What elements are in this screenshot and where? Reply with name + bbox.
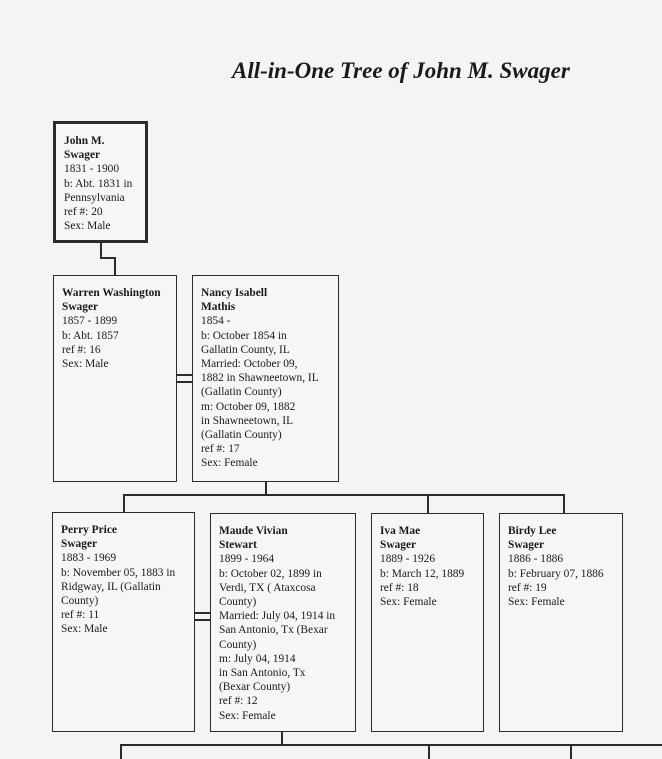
person-ref: ref #: 16 [62, 343, 101, 356]
connector-john-down [100, 242, 102, 258]
connector-grandchild-3 [570, 744, 572, 759]
person-marriage: m: October 09, 1882 in Shawneetown, IL (Gallatin County) [201, 400, 296, 442]
person-dates: 1857 - 1899 [62, 315, 118, 328]
person-sex: Sex: Female [219, 709, 276, 722]
person-dates: 1886 - 1886 [508, 553, 564, 566]
person-name: Perry Price Swager [61, 524, 117, 551]
person-ref: ref #: 17 [201, 443, 240, 456]
person-sex: Sex: Female [508, 596, 565, 609]
perry-marriage-line-top [194, 612, 211, 614]
person-sex: Sex: Male [62, 358, 109, 371]
person-dates: 1854 - [201, 315, 231, 328]
person-married: Married: July 04, 1914 in San Antonio, Tx (Bexar County) [219, 610, 336, 651]
person-birth: b: November 05, 1883 in Ridgway, IL (Gallatin County) [61, 566, 176, 608]
person-name: Nancy Isabell Mathis [201, 287, 268, 314]
person-ref: ref #: 19 [508, 581, 547, 594]
person-birth: b: February 07, 1886 [508, 567, 604, 580]
person-sex: Sex: Female [380, 596, 437, 609]
person-name: Warren Washington Swager [62, 287, 161, 314]
person-ref: ref #: 18 [380, 581, 419, 594]
connector-couple-down [265, 481, 267, 495]
person-birth: b: Abt. 1857 [62, 329, 119, 342]
person-birth: b: Abt. 1831 in Pennsylvania [64, 177, 133, 204]
person-box-maude-stewart[interactable] [210, 513, 356, 732]
marriage-line-top [176, 374, 193, 376]
person-birth: b: October 1854 in Gallatin County, IL [201, 329, 290, 356]
person-name: Birdy Lee Swager [508, 525, 557, 552]
person-box-birdy-swager[interactable] [499, 513, 623, 732]
person-ref: ref #: 20 [64, 206, 103, 219]
person-box-iva-swager[interactable] [371, 513, 484, 732]
person-sex: Sex: Female [201, 457, 258, 470]
person-dates: 1899 - 1964 [219, 553, 275, 566]
person-dates: 1831 - 1900 [64, 163, 120, 176]
connector-to-birdy [563, 494, 565, 513]
person-box-nancy-mathis[interactable] [192, 275, 339, 482]
children-bar [123, 494, 564, 496]
person-ref: ref #: 12 [219, 695, 258, 708]
connector-john-step [100, 257, 115, 259]
person-birth: b: March 12, 1889 [380, 567, 465, 580]
grandchildren-bar [120, 744, 662, 746]
connector-perry-couple-down [281, 731, 283, 745]
connector-grandchild-2 [428, 744, 430, 759]
page-title: All-in-One Tree of John M. Swager [232, 58, 570, 83]
connector-to-iva [427, 494, 429, 513]
person-box-john-swager[interactable] [53, 121, 148, 243]
person-marriage: m: July 04, 1914 in San Antonio, Tx (Bexar County) [219, 652, 306, 694]
person-birth: b: October 02, 1899 in Verdi, TX ( Ataxcosa County) [219, 567, 322, 609]
person-box-warren-swager[interactable] [53, 275, 177, 482]
person-box-perry-swager[interactable] [52, 512, 195, 732]
marriage-line-bottom [176, 381, 193, 383]
perry-marriage-line-bottom [194, 619, 211, 621]
person-sex: Sex: Male [64, 220, 111, 233]
person-married: Married: October 09, 1882 in Shawneetown, IL (Gallatin County) [201, 358, 319, 399]
person-name: John M. Swager [64, 135, 105, 162]
person-name: Iva Mae Swager [380, 525, 421, 552]
connector-to-perry [123, 494, 125, 512]
connector-grandchild-1 [120, 744, 122, 759]
person-name: Maude Vivian Stewart [219, 525, 288, 552]
person-sex: Sex: Male [61, 623, 108, 636]
person-dates: 1889 - 1926 [380, 553, 436, 566]
connector-to-warren [114, 257, 116, 275]
person-dates: 1883 - 1969 [61, 552, 117, 565]
person-ref: ref #: 11 [61, 609, 100, 622]
